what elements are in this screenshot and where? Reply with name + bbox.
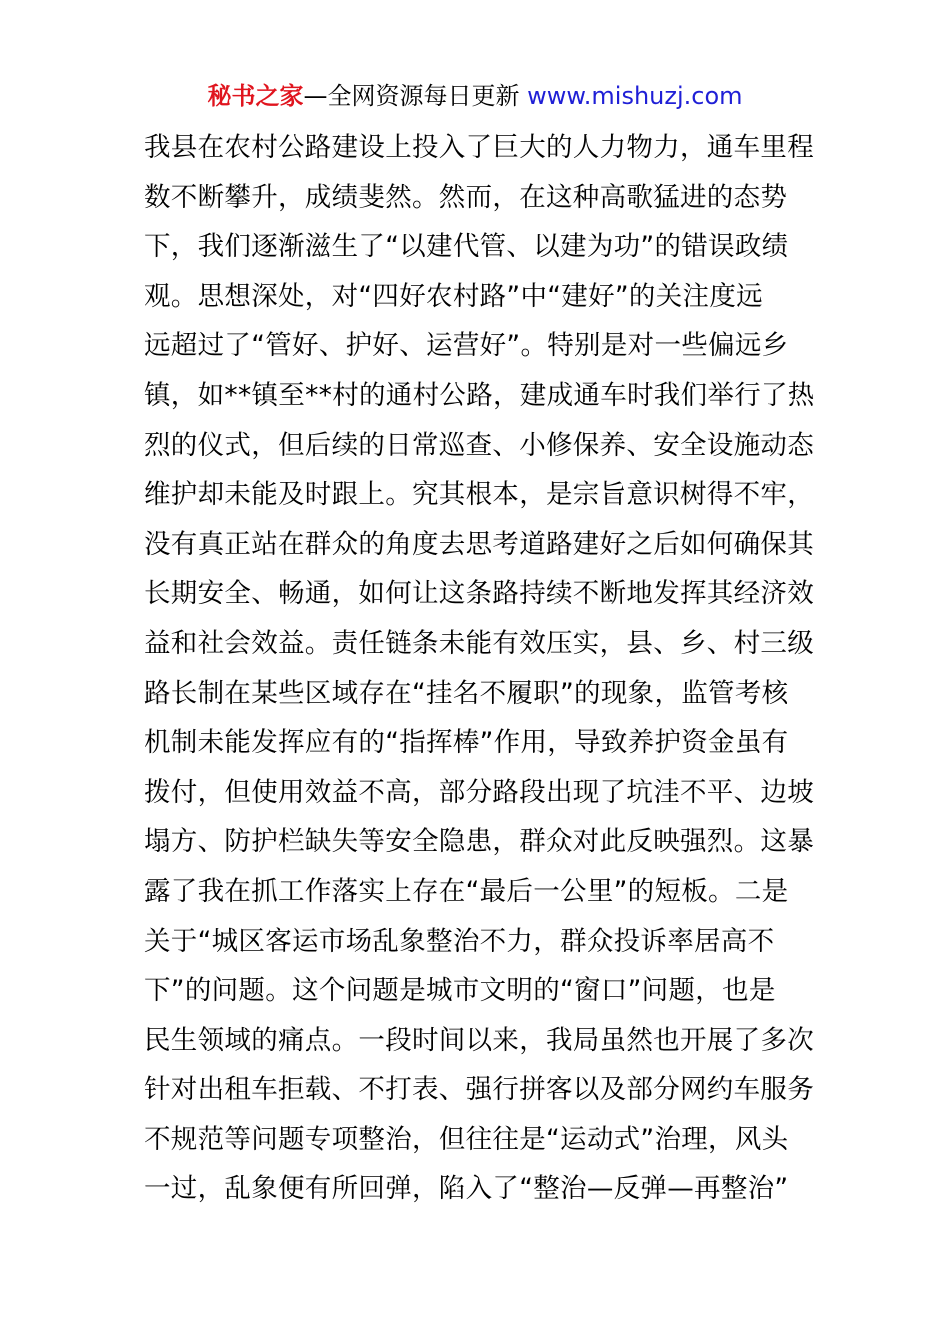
text-line: 下，我们逐渐滋生了“以建代管、以建为功”的错误政绩 bbox=[144, 231, 789, 263]
page-header bbox=[0, 80, 950, 112]
text-line: 镇，如**镇至**村的通村公路，建成通车时我们举行了热 bbox=[144, 379, 815, 411]
brand-name: 秘书之家 bbox=[207, 82, 304, 110]
document-body bbox=[144, 123, 816, 1214]
header-url[interactable]: www.mishuzj.com bbox=[527, 82, 743, 110]
text-line: 拨付，但使用效益不高，部分路段出现了坑洼不平、边坡 bbox=[144, 776, 814, 808]
text-line: 塌方、防护栏缺失等安全隐患，群众对此反映强烈。这暴 bbox=[144, 826, 814, 858]
text-line: 路长制在某些区域存在“挂名不履职”的现象，监管考核 bbox=[144, 677, 789, 709]
text-line: 长期安全、畅通，如何让这条路持续不断地发挥其经济效 bbox=[144, 578, 814, 610]
text-line: 机制未能发挥应有的“指挥棒”作用，导致养护资金虽有 bbox=[144, 727, 789, 759]
text-line: 针对出租车拒载、不打表、强行拼客以及部分网约车服务 bbox=[144, 1074, 814, 1106]
text-line: 维护却未能及时跟上。究其根本，是宗旨意识树得不牢， bbox=[144, 479, 814, 511]
text-line: 露了我在抓工作落实上存在“最后一公里”的短板。二是 bbox=[144, 875, 789, 907]
text-line: 远超过了“管好、护好、运营好”。特别是对一些偏远乡 bbox=[144, 330, 789, 362]
text-line: 不规范等问题专项整治，但往往是“运动式”治理，风头 bbox=[144, 1123, 789, 1155]
header-tagline: —全网资源每日更新 bbox=[303, 82, 528, 110]
text-line: 益和社会效益。责任链条未能有效压实，县、乡、村三级 bbox=[144, 627, 814, 659]
text-line: 数不断攀升，成绩斐然。然而，在这种高歌猛进的态势 bbox=[144, 181, 788, 213]
text-line: 关于“城区客运市场乱象整治不力，群众投诉率居高不 bbox=[144, 925, 775, 957]
text-line: 一过，乱象便有所回弹，陷入了“整治—反弹—再整治” bbox=[144, 1173, 789, 1205]
text-line: 没有真正站在群众的角度去思考道路建好之后如何确保其 bbox=[144, 528, 814, 560]
text-line: 我县在农村公路建设上投入了巨大的人力物力，通车里程 bbox=[144, 132, 814, 163]
text-line: 烈的仪式，但后续的日常巡查、小修保养、安全设施动态 bbox=[144, 429, 814, 461]
text-line: 民生领域的痛点。一段时间以来，我局虽然也开展了多次 bbox=[144, 1024, 814, 1056]
text-line: 下”的问题。这个问题是城市文明的“窗口”问题，也是 bbox=[144, 975, 776, 1007]
text-line: 观。思想深处，对“四好农村路”中“建好”的关注度远 bbox=[144, 280, 763, 312]
